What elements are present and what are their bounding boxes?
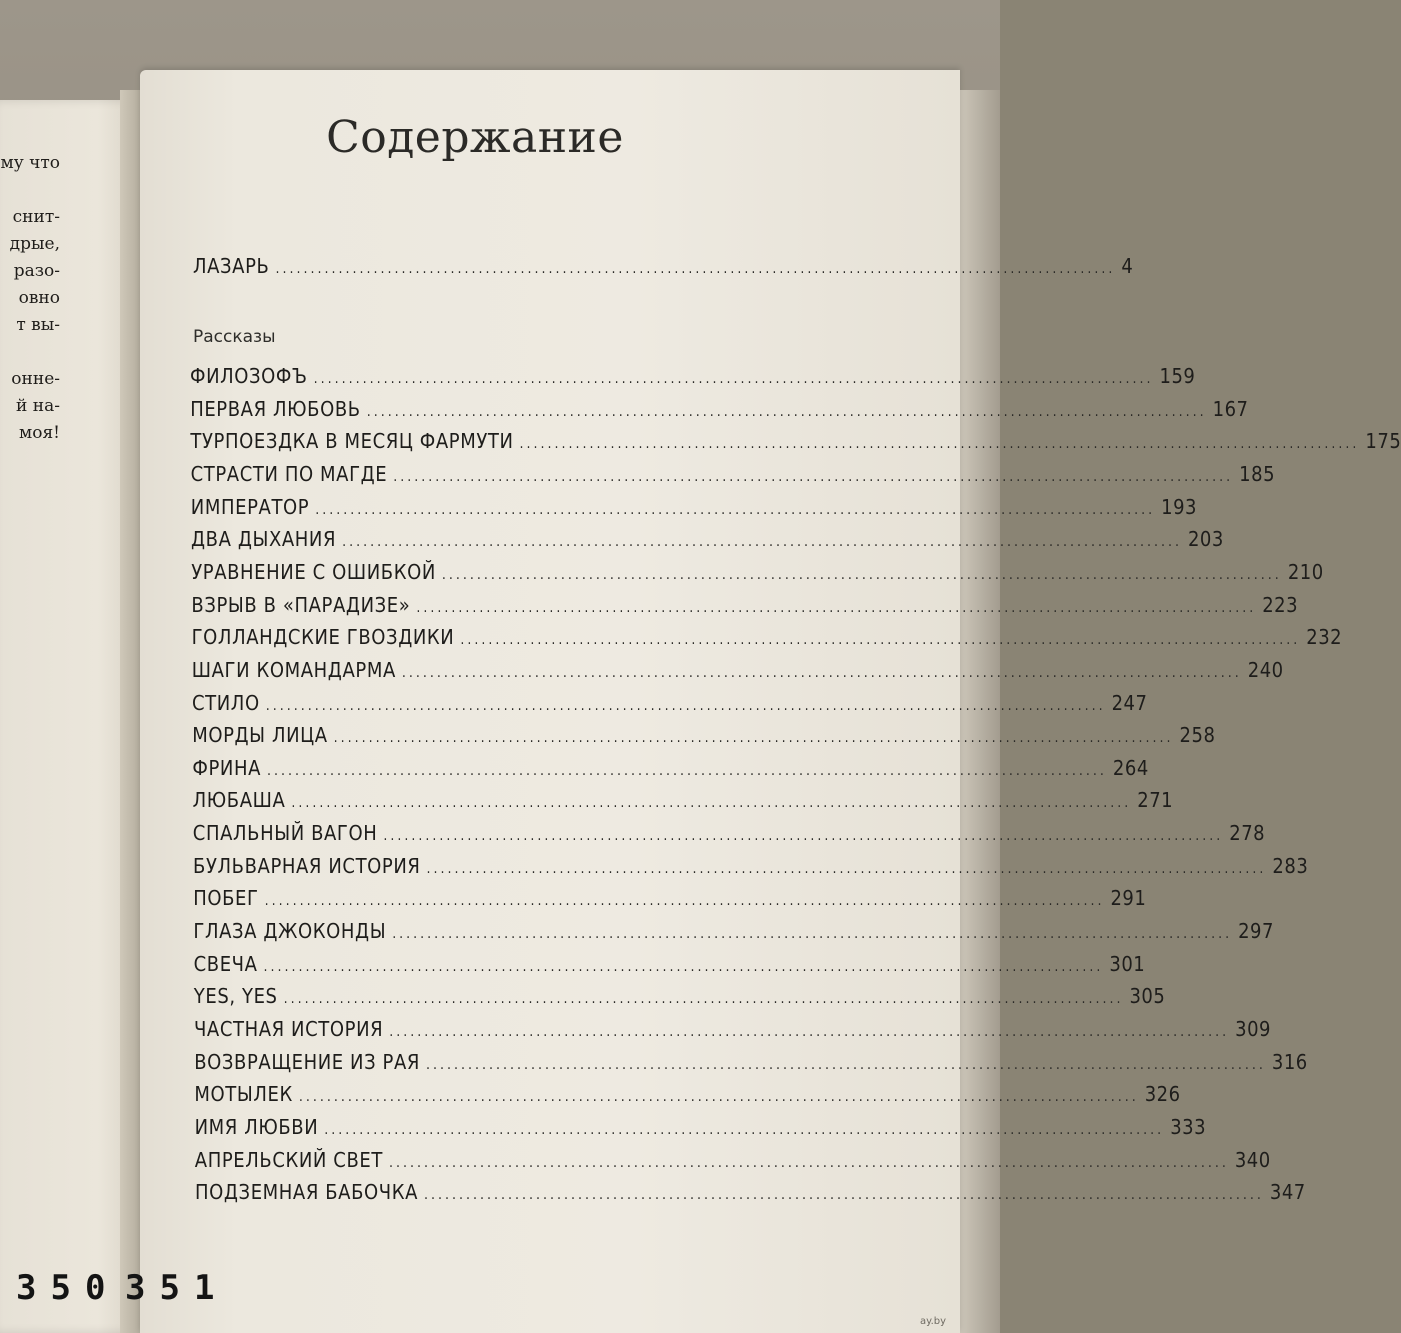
toc-entry-label: УРАВНЕНИЕ С ОШИБКОЙ xyxy=(191,559,436,584)
toc-entry xyxy=(190,494,1197,527)
toc-leader-dots: ........................................................................................................................ xyxy=(298,1089,1139,1106)
toc-entry-label: ВЗРЫВ В «ПАРАДИЗЕ» xyxy=(191,592,411,617)
toc-entry-page: 333 xyxy=(1170,1114,1207,1139)
toc-leader-dots: ........................................................................................................................ xyxy=(460,632,1301,649)
toc-leader-dots: ........................................................................................................................ xyxy=(392,926,1233,943)
toc-entry-label: ГОЛЛАНДСКИЕ ГВОЗДИКИ xyxy=(191,625,455,650)
toc-entry-label: YES, YES xyxy=(193,984,278,1009)
toc-leader-dots: ........................................................................................................................ xyxy=(366,403,1207,420)
toc-entry-page: 258 xyxy=(1179,723,1216,748)
toc-entry-label: СТИЛО xyxy=(192,690,260,715)
toc-entry xyxy=(192,690,1148,723)
left-page-line: онне- xyxy=(11,369,60,389)
toc-leader-dots: ........................................................................................................................ xyxy=(401,664,1242,681)
toc-leader-dots: ........................................................................................................................ xyxy=(333,730,1174,747)
toc-entry xyxy=(193,886,1147,918)
toc-leader-dots: ........................................................................................................................ xyxy=(324,1121,1165,1138)
toc-leader-dots: ........................................................................................................................ xyxy=(424,1187,1264,1204)
toc-entry-label: ЧАСТНАЯ ИСТОРИЯ xyxy=(194,1017,384,1041)
toc-entry-page: 301 xyxy=(1109,951,1146,976)
toc-entry-page: 175 xyxy=(1365,429,1401,454)
toc-entry-label: ПОДЗЕМНАЯ БАБОЧКА xyxy=(195,1180,419,1205)
toc-entry-page: 326 xyxy=(1144,1082,1181,1107)
toc-entry-page: 210 xyxy=(1287,559,1324,584)
toc-entry-label: МОТЫЛЕК xyxy=(194,1082,293,1107)
left-page-number: 350 xyxy=(16,1268,120,1308)
toc-entry xyxy=(193,951,1146,984)
left-page-line: снит- xyxy=(12,207,60,227)
toc-entry-label: АПРЕЛЬСКИЙ СВЕТ xyxy=(194,1147,383,1172)
toc-entry xyxy=(191,527,1224,559)
toc-entry xyxy=(191,657,1284,690)
left-page-line: т вы- xyxy=(16,315,60,335)
toc-entry xyxy=(193,984,1166,1016)
toc-leader-dots: ........................................................................................................................ xyxy=(263,958,1104,975)
toc-entry-page: 203 xyxy=(1187,527,1224,552)
toc-entry-page: 278 xyxy=(1229,821,1266,846)
toc-entry-page: 271 xyxy=(1137,788,1174,813)
toc-entry xyxy=(194,1147,1271,1180)
toc-entry-label: ПОБЕГ xyxy=(193,886,259,911)
toc-entry-label: СТРАСТИ ПО МАГДЕ xyxy=(190,461,388,486)
toc-entry-label: ЛЮБАША xyxy=(192,788,286,813)
right-page-number: 351 xyxy=(125,1268,229,1308)
left-page-line: дрые, xyxy=(9,234,60,254)
toc-entry-page: 291 xyxy=(1110,886,1147,911)
left-page-line: му что xyxy=(0,153,60,173)
toc-entry-label: ИМЯ ЛЮБВИ xyxy=(194,1114,319,1139)
toc-leader-dots: ........................................................................................................................ xyxy=(383,828,1224,845)
toc-entry-label: ИМПЕРАТОР xyxy=(190,494,310,519)
toc-entry-page: 223 xyxy=(1262,592,1299,617)
toc-entry xyxy=(195,1180,1306,1212)
toc-entry-page: 193 xyxy=(1161,494,1197,519)
toc-main-entry xyxy=(193,254,1134,286)
toc-leader-dots: ........................................................................................................................ xyxy=(291,795,1132,812)
toc-entry xyxy=(191,625,1343,657)
toc-entry xyxy=(191,559,1324,592)
section-heading: Рассказы xyxy=(193,327,276,347)
toc-entry xyxy=(191,592,1299,625)
left-page-line: моя! xyxy=(18,423,60,443)
toc-entry-label: МОРДЫ ЛИЦА xyxy=(192,723,328,748)
toc-entry-page: 247 xyxy=(1111,690,1148,715)
toc-entry-page: 305 xyxy=(1129,984,1166,1009)
toc-leader-dots: ........................................................................................................................ xyxy=(426,1056,1266,1073)
toc-entry xyxy=(192,723,1216,755)
toc-entry-label: ФРИНА xyxy=(192,755,262,780)
toc-entry-page: 283 xyxy=(1272,853,1309,878)
toc-entry xyxy=(192,821,1266,853)
toc-leader-dots: ........................................................................................................................ xyxy=(441,566,1282,583)
toc-leader-dots: ........................................................................................................................ xyxy=(393,468,1234,485)
toc-entry-page: 316 xyxy=(1271,1049,1308,1074)
left-page-line xyxy=(0,177,60,204)
toc-leader-dots: ........................................................................................................................ xyxy=(283,991,1124,1008)
toc-entry-label: СВЕЧА xyxy=(193,951,258,976)
toc-leader-dots: ........................................................................................................................ xyxy=(388,1154,1229,1171)
left-page-line xyxy=(0,339,60,366)
toc-entry-page: 232 xyxy=(1306,625,1343,650)
toc-entry xyxy=(190,364,1196,396)
toc-leader-dots: ........................................................................................................................ xyxy=(426,860,1267,877)
toc-entry-page: 4 xyxy=(1121,254,1134,278)
toc-entry xyxy=(193,853,1309,886)
toc-entry-page: 185 xyxy=(1239,461,1276,486)
toc-leader-dots: ........................................................................................................................ xyxy=(275,261,1116,277)
toc-entry-page: 159 xyxy=(1159,364,1196,388)
toc-leader-dots: ........................................................................................................................ xyxy=(519,436,1360,453)
toc-entry-label: ПЕРВАЯ ЛЮБОВЬ xyxy=(190,396,361,421)
left-page-line: й на- xyxy=(16,396,60,416)
toc-leader-dots: ........................................................................................................................ xyxy=(342,534,1182,551)
toc-entry-page: 297 xyxy=(1238,919,1274,944)
toc-entry-page: 240 xyxy=(1247,657,1284,682)
toc-entry-label: ДВА ДЫХАНИЯ xyxy=(191,527,337,552)
toc-entry xyxy=(194,1114,1207,1147)
toc-entry-label: ШАГИ КОМАНДАРМА xyxy=(191,657,396,682)
toc-entry xyxy=(190,429,1401,461)
toc-entry-page: 167 xyxy=(1212,396,1249,421)
toc-entry xyxy=(192,755,1149,788)
left-page-text-fragment xyxy=(0,150,60,447)
toc-entry xyxy=(192,788,1174,820)
toc-entry-label: СПАЛЬНЫЙ ВАГОН xyxy=(192,821,378,846)
left-page-line: овно xyxy=(18,288,60,308)
toc-entry-label: ТУРПОЕЗДКА В МЕСЯЦ ФАРМУТИ xyxy=(190,429,514,454)
toc-entry-page: 264 xyxy=(1112,755,1149,780)
toc-leader-dots: ........................................................................................................................ xyxy=(313,371,1154,387)
toc-entry-label: ФИЛОЗОФЪ xyxy=(190,364,308,388)
toc-entry-label: ГЛАЗА ДЖОКОНДЫ xyxy=(193,919,387,944)
toc-leader-dots: ........................................................................................................................ xyxy=(315,501,1156,518)
toc-entry xyxy=(190,461,1276,494)
toc-entry xyxy=(194,1017,1271,1049)
toc-leader-dots: ........................................................................................................................ xyxy=(265,697,1106,714)
toc-entry-label: БУЛЬВАРНАЯ ИСТОРИЯ xyxy=(193,853,421,878)
toc-leader-dots: ........................................................................................................................ xyxy=(267,762,1107,779)
toc-entry-label: ЛАЗАРЬ xyxy=(193,254,270,278)
toc-entry xyxy=(193,919,1274,951)
toc-entry-page: 309 xyxy=(1235,1017,1271,1041)
watermark: ay.by xyxy=(920,1316,947,1327)
toc-entry xyxy=(194,1082,1181,1114)
page-title: Содержание xyxy=(326,112,624,163)
toc-leader-dots: ........................................................................................................................ xyxy=(389,1024,1230,1040)
toc-entry-page: 347 xyxy=(1269,1180,1306,1205)
toc-leader-dots: ........................................................................................................................ xyxy=(416,599,1257,616)
toc-entry-label: ВОЗВРАЩЕНИЕ ИЗ РАЯ xyxy=(194,1049,421,1074)
toc-entry xyxy=(194,1049,1308,1082)
toc-entry xyxy=(190,396,1249,429)
left-page-line: разо- xyxy=(13,261,60,281)
toc-leader-dots: ........................................................................................................................ xyxy=(264,893,1105,910)
toc-entry-page: 340 xyxy=(1234,1147,1271,1172)
